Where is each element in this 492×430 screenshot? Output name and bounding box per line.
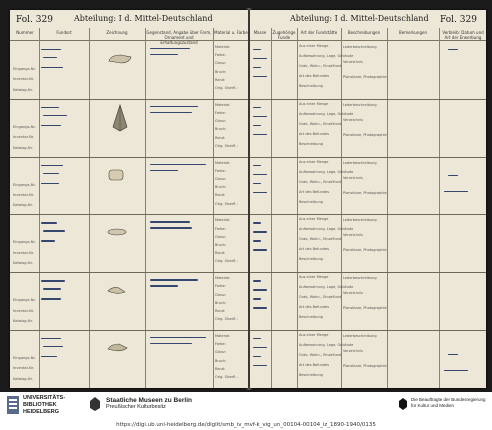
material-field-label: Material: <box>215 218 231 223</box>
fundstaette-field-label: Aus einer Menge <box>299 159 329 164</box>
university-seal-icon <box>6 395 20 415</box>
measurement-handwriting <box>253 183 261 184</box>
beschreibung-field-label: Planskizze, Photographie <box>343 132 387 137</box>
row-label-inventar: Inventar-Nr. <box>13 250 35 255</box>
measurement-handwriting <box>253 249 267 250</box>
artifact-drawing <box>105 167 129 187</box>
fundstaette-field-label: Grab, Wohn-, Einzelfund <box>299 64 342 68</box>
measurement-handwriting <box>253 307 267 308</box>
beschreibung-field-label: Planskizze, Photographie <box>343 248 387 253</box>
fundstaette-field-label: Aus einer Menge <box>299 217 329 222</box>
beschreibung-field-label: Verzeichnis <box>343 117 363 122</box>
material-field-label: Glanz: <box>215 234 227 239</box>
ledger-entry-row <box>10 157 248 216</box>
material-field-label: Orig. Oberfl.: <box>215 375 238 379</box>
measurement-handwriting <box>253 222 261 223</box>
ledger-entry-row <box>10 330 248 388</box>
fundort-handwriting <box>41 107 59 108</box>
fundort-handwriting <box>43 230 65 231</box>
ledger-entry-row <box>10 272 248 331</box>
fundort-handwriting <box>41 49 61 50</box>
row-label-eingang: Eingangs-Nr. <box>13 298 36 303</box>
row-label-katalog: Katalog-Nr. <box>13 261 33 266</box>
material-field-label: Material: <box>215 102 231 107</box>
fundstaette-field-label: Grab, Wohn-, Einzelfund <box>299 295 342 300</box>
fundort-handwriting <box>41 298 61 299</box>
measurement-handwriting <box>253 289 267 290</box>
material-field-label: Farbe: <box>215 53 226 58</box>
ledger-entry-row <box>10 41 248 100</box>
material-field-label: Rand: <box>215 77 226 82</box>
beschreibung-field-label: Planskizze, Photographie <box>343 75 387 79</box>
description-handwriting <box>150 343 192 344</box>
fundstaette-field-label: Beschreibung <box>299 84 323 88</box>
material-field-label: Material: <box>215 160 231 165</box>
fundstaette-field-label: Aufbewahrung, Lage, Gebäude <box>299 227 354 232</box>
description-handwriting <box>150 221 190 222</box>
footer-bar <box>0 392 492 430</box>
beschreibung-field-label: Planskizze, Photographie <box>343 306 387 311</box>
measurement-handwriting <box>253 338 261 339</box>
material-field-label: Bruch: <box>215 127 227 132</box>
fundort-handwriting <box>43 346 63 347</box>
material-field-label: Bruch: <box>215 300 227 305</box>
museum-name: Staatliche Museen zu Berlin <box>106 397 192 404</box>
artifact-drawing <box>105 51 135 71</box>
fundort-handwriting <box>41 280 65 281</box>
material-field-label: Glanz: <box>215 350 227 355</box>
fundort-handwriting <box>41 240 55 241</box>
description-handwriting <box>150 337 206 338</box>
right-page-header <box>250 10 486 41</box>
row-label-inventar: Inventar-Nr. <box>13 77 35 82</box>
fundstaette-field-label: Aus einer Menge <box>299 44 329 48</box>
material-field-label: Bruch: <box>215 69 227 74</box>
ledger-entry-row <box>250 330 486 388</box>
beschreibung-field-label: Planskizze, Photographie <box>343 364 387 368</box>
description-handwriting <box>150 227 192 228</box>
museum-subtitle: Preußischer Kulturbesitz <box>106 404 166 410</box>
right-folio-number: Fol. 329 <box>440 15 477 25</box>
beschreibung-field-label: Verzeichnis <box>343 291 363 296</box>
ledger-entry-row <box>250 272 486 331</box>
measurement-handwriting <box>253 280 261 281</box>
col-header-beschreibung: Beschreibungen <box>347 30 381 35</box>
material-field-label: Glanz: <box>215 119 227 124</box>
federal-eagle-icon <box>398 397 408 411</box>
row-label-eingang: Eingangs-Nr. <box>13 124 36 129</box>
beschreibung-field-label: Lederbeschreibung <box>343 276 377 281</box>
artifact-drawing <box>105 103 135 137</box>
fundort-handwriting <box>41 356 57 357</box>
fundort-handwriting <box>43 57 57 58</box>
row-label-katalog: Katalog-Nr. <box>13 145 33 150</box>
material-field-label: Glanz: <box>215 176 227 181</box>
fundstaette-field-label: Grab, Wohn-, Einzelfund <box>299 179 342 184</box>
description-handwriting <box>150 106 198 107</box>
fundort-handwriting <box>41 183 59 184</box>
col-header-gegenstand: Gegenstand, Angabe über Form, Ornament und Erhaltungszustand <box>146 30 212 45</box>
col-header-verbleib: Verbleib: Datum und Art der Erwerbung <box>442 30 484 40</box>
description-handwriting <box>150 279 198 280</box>
description-handwriting <box>150 164 206 165</box>
material-field-label: Rand: <box>215 308 226 313</box>
measurement-handwriting <box>253 365 267 366</box>
row-label-katalog: Katalog-Nr. <box>13 203 33 208</box>
measurement-handwriting <box>253 231 267 232</box>
artifact-drawing <box>105 224 129 243</box>
ledger-entry-row <box>250 157 486 216</box>
beschreibung-field-label: Verzeichnis <box>343 349 363 353</box>
material-field-label: Material: <box>215 334 231 338</box>
material-field-label: Rand: <box>215 366 226 371</box>
fundstaette-field-label: Beschreibung <box>299 373 323 377</box>
col-header-nummer: Nummer <box>16 30 34 35</box>
measurement-handwriting <box>253 240 261 241</box>
material-field-label: Glanz: <box>215 61 227 66</box>
measurement-handwriting <box>253 76 267 77</box>
right-abteilung-title: Abteilung: I d. Mittel-Deutschland <box>290 14 429 23</box>
fundstaette-field-label: Art des Befundes <box>299 305 330 310</box>
left-abteilung-title: Abteilung: I d. Mittel-Deutschland <box>74 14 213 23</box>
row-label-eingang: Eingangs-Nr. <box>13 182 36 187</box>
verbleib-handwriting <box>444 191 468 192</box>
fundort-handwriting <box>41 338 61 339</box>
material-field-label: Orig. Oberfl.: <box>215 259 238 264</box>
government-commissioner-name: Die Beauftragte der Bundesregierung für Kultur und Medien <box>411 397 486 408</box>
row-label-eingang: Eingangs-Nr. <box>13 240 36 245</box>
fundstaette-field-label: Aus einer Menge <box>299 333 329 337</box>
material-field-label: Bruch: <box>215 242 227 247</box>
left-ledger-page <box>10 10 248 388</box>
fundstaette-field-label: Aufbewahrung, Lage, Gebäude <box>299 343 354 347</box>
artifact-drawing <box>105 282 129 301</box>
row-label-katalog: Katalog-Nr. <box>13 319 33 323</box>
row-label-katalog: Katalog-Nr. <box>13 376 33 381</box>
fundstaette-field-label: Aus einer Menge <box>299 101 329 106</box>
beschreibung-field-label: Verzeichnis <box>343 60 363 64</box>
artifact-drawing <box>105 340 131 360</box>
beschreibung-field-label: Lederbeschreibung <box>343 102 377 107</box>
material-field-label: Material: <box>215 276 231 281</box>
col-header-material: Material u. Farbe <box>214 30 248 35</box>
row-label-katalog: Katalog-Nr. <box>13 87 33 92</box>
ledger-entry-row <box>250 214 486 273</box>
left-folio-number: Fol. 329 <box>16 15 53 25</box>
beschreibung-field-label: Verzeichnis <box>343 175 363 180</box>
fundort-handwriting <box>41 222 57 223</box>
measurement-handwriting <box>253 49 261 50</box>
ledger-entry-row <box>250 99 486 158</box>
col-header-art: Art der Fundstätte <box>300 30 338 35</box>
ledger-entry-row <box>250 41 486 100</box>
fundstaette-field-label: Grab, Wohn-, Einzelfund <box>299 353 342 357</box>
measurement-handwriting <box>253 134 267 135</box>
measurement-handwriting <box>253 192 267 193</box>
description-handwriting <box>150 54 178 55</box>
beschreibung-field-label: Lederbeschreibung <box>343 160 377 165</box>
fundort-handwriting <box>43 173 59 174</box>
measurement-handwriting <box>253 347 267 348</box>
measurement-handwriting <box>253 165 261 166</box>
fundstaette-field-label: Art des Befundes <box>299 189 330 194</box>
university-library-name: UNIVERSITÄTS- BIBLIOTHEK HEIDELBERG <box>23 395 66 415</box>
material-field-label: Farbe: <box>215 110 226 115</box>
beschreibung-field-label: Verzeichnis <box>343 233 363 238</box>
fundort-handwriting <box>41 165 63 166</box>
fundstaette-field-label: Art des Befundes <box>299 131 330 136</box>
beschreibung-field-label: Planskizze, Photographie <box>343 190 387 195</box>
verbleib-handwriting <box>448 49 458 50</box>
fundstaette-field-label: Beschreibung <box>299 315 323 320</box>
col-header-zeichnung: Zeichnung <box>106 30 128 35</box>
right-ledger-page <box>250 10 486 388</box>
fundstaette-field-label: Beschreibung <box>299 199 323 204</box>
col-header-bemerkungen: Bemerkungen <box>398 30 427 35</box>
fundstaette-field-label: Grab, Wohn-, Einzelfund <box>299 121 342 126</box>
fundort-handwriting <box>43 288 61 289</box>
material-field-label: Orig. Oberfl.: <box>215 143 238 148</box>
measurement-handwriting <box>253 116 267 117</box>
fundstaette-field-label: Beschreibung <box>299 141 323 146</box>
material-field-label: Glanz: <box>215 292 227 297</box>
row-label-inventar: Inventar-Nr. <box>13 135 35 140</box>
fundstaette-field-label: Aufbewahrung, Lage, Gebäude <box>299 111 354 116</box>
material-field-label: Orig. Oberfl.: <box>215 86 238 90</box>
fundstaette-field-label: Aufbewahrung, Lage, Gebäude <box>299 169 354 174</box>
fundstaette-field-label: Aus einer Menge <box>299 275 329 280</box>
material-field-label: Farbe: <box>215 284 226 289</box>
measurement-handwriting <box>253 298 261 299</box>
col-header-masse: Masse <box>253 30 267 35</box>
beschreibung-field-label: Lederbeschreibung <box>343 218 377 223</box>
material-field-label: Rand: <box>215 251 226 256</box>
material-field-label: Bruch: <box>215 185 227 190</box>
fundstaette-field-label: Aufbewahrung, Lage, Gebäude <box>299 285 354 290</box>
fundstaette-field-label: Beschreibung <box>299 257 323 262</box>
material-field-label: Rand: <box>215 135 226 140</box>
material-field-label: Bruch: <box>215 358 227 363</box>
beschreibung-field-label: Lederbeschreibung <box>343 334 377 338</box>
fundstaette-field-label: Art des Befundes <box>299 363 330 367</box>
col-header-zugehoerige: Zugehörige Funde <box>272 30 296 40</box>
row-label-inventar: Inventar-Nr. <box>13 366 35 371</box>
museum-eagle-icon <box>88 396 102 412</box>
fundstaette-field-label: Art des Befundes <box>299 247 330 252</box>
measurement-handwriting <box>253 58 267 59</box>
row-label-eingang: Eingangs-Nr. <box>13 356 36 360</box>
beschreibung-field-label: Lederbeschreibung <box>343 45 377 49</box>
measurement-handwriting <box>253 125 261 126</box>
material-field-label: Rand: <box>215 193 226 198</box>
fundstaette-field-label: Art des Befundes <box>299 74 330 78</box>
fundstaette-field-label: Aufbewahrung, Lage, Gebäude <box>299 54 354 58</box>
description-handwriting <box>150 48 190 49</box>
fundstaette-field-label: Grab, Wohn-, Einzelfund <box>299 237 342 242</box>
source-url[interactable]: https://digi.ub.uni-heidelberg.de/diglit/smb_iv_mvf-k_vig_un_00104-00104_iz_1890-1940/0135 <box>116 422 376 428</box>
material-field-label: Farbe: <box>215 342 226 347</box>
row-label-inventar: Inventar-Nr. <box>13 193 35 197</box>
material-field-label: Farbe: <box>215 168 226 173</box>
ledger-entry-row <box>10 214 248 273</box>
description-handwriting <box>150 170 178 171</box>
material-field-label: Orig. Oberfl.: <box>215 317 238 322</box>
material-field-label: Orig. Oberfl.: <box>215 201 238 206</box>
material-field-label: Farbe: <box>215 226 226 231</box>
fundort-handwriting <box>41 67 63 68</box>
ledger-entry-row <box>10 99 248 158</box>
verbleib-handwriting <box>448 175 458 176</box>
description-handwriting <box>150 285 178 286</box>
row-label-inventar: Inventar-Nr. <box>13 308 35 313</box>
row-label-eingang: Eingangs-Nr. <box>13 67 36 71</box>
col-header-fundort: Fundort <box>56 30 72 35</box>
material-field-label: Material: <box>215 45 231 49</box>
verbleib-handwriting <box>448 354 458 355</box>
measurement-handwriting <box>253 107 261 108</box>
fundort-handwriting <box>41 125 61 126</box>
measurement-handwriting <box>253 67 261 68</box>
description-handwriting <box>150 112 192 113</box>
measurement-handwriting <box>253 174 267 175</box>
verbleib-handwriting <box>444 370 468 371</box>
fundort-handwriting <box>43 115 67 116</box>
measurement-handwriting <box>253 356 261 357</box>
